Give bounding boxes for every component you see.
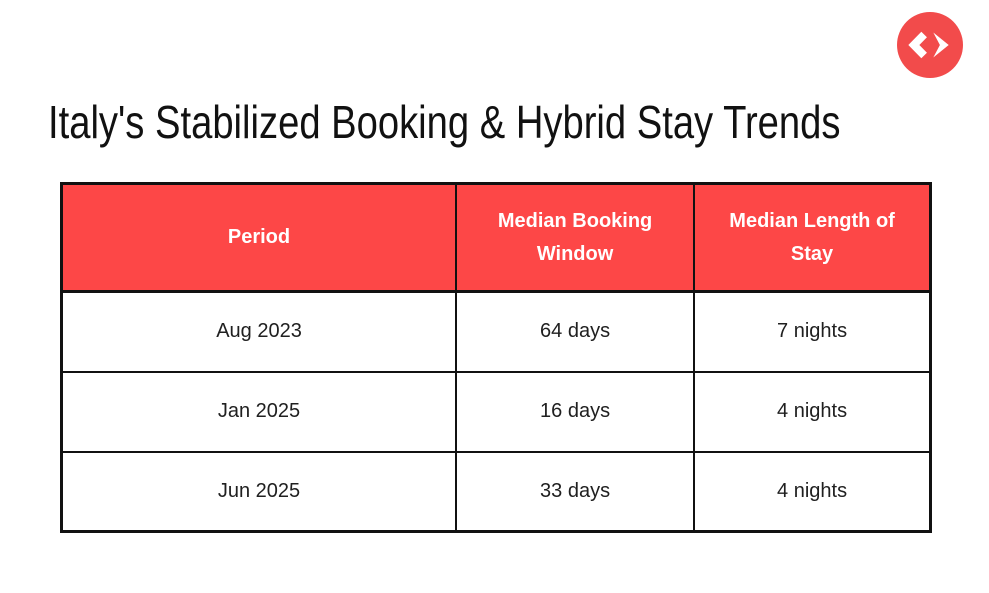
table-row xyxy=(62,452,931,532)
cell-period: Jan 2025 xyxy=(62,372,457,452)
column-header-length-of-stay: Median Length of Stay xyxy=(694,184,930,292)
logo xyxy=(897,12,963,78)
cell-booking-window: 64 days xyxy=(456,292,694,372)
logo-circle xyxy=(897,12,963,78)
cell-period: Aug 2023 xyxy=(62,292,457,372)
cell-period: Jun 2025 xyxy=(62,452,457,532)
cell-booking-window: 33 days xyxy=(456,452,694,532)
cell-length-of-stay: 4 nights xyxy=(694,452,930,532)
table-row xyxy=(62,292,931,372)
cell-length-of-stay: 7 nights xyxy=(694,292,930,372)
table-row xyxy=(62,372,931,452)
header-row xyxy=(62,184,931,292)
cell-length-of-stay: 4 nights xyxy=(694,372,930,452)
data-table xyxy=(60,182,932,533)
cell-booking-window: 16 days xyxy=(456,372,694,452)
column-header-period: Period xyxy=(62,184,457,292)
page-title: Italy's Stabilized Booking & Hybrid Stay Trends xyxy=(48,96,841,148)
column-header-booking-window: Median Booking Window xyxy=(456,184,694,292)
